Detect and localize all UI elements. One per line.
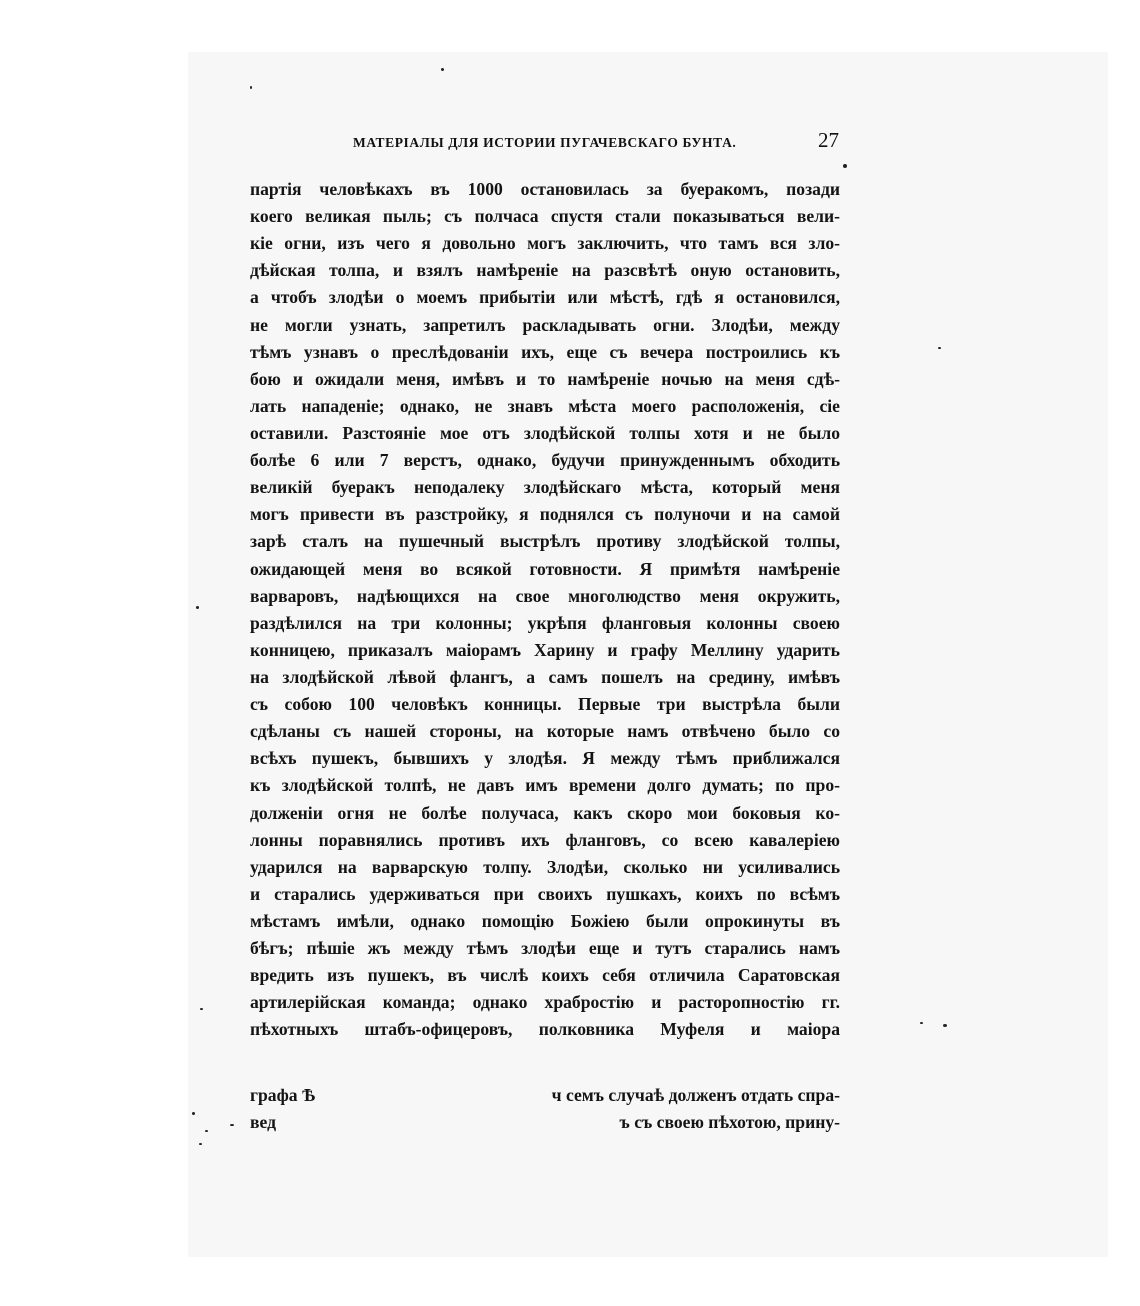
text-line: кіе огни, изъ чего я довольно могъ заключить, что тамъ вся зло-	[250, 233, 840, 254]
damaged-lines	[250, 1082, 840, 1138]
page-number: 27	[818, 128, 839, 152]
damaged-line-2-right: ъ съ своею пѣхотою, прину-	[619, 1112, 840, 1132]
running-title: МАТЕРІАЛЫ ДЛЯ ИСТОРИИ ПУГАЧЕВСКАГО БУНТА.	[353, 135, 737, 150]
text-line: раздѣлился на три колонны; укрѣпя фланговыя колонны своею	[250, 612, 840, 633]
text-line: на злодѣйской лѣвой флангъ, а самъ пошелъ на средину, имѣвъ	[250, 666, 840, 687]
text-line: бѣгъ; пѣшіе жъ между тѣмъ злодѣи еще и тутъ старались намъ	[250, 938, 840, 959]
scan-speck	[920, 1022, 923, 1024]
text-line: оставили. Разстояніе мое отъ злодѣйской толпы хотя и не было	[250, 422, 840, 443]
damaged-line-1-left: графа Ѣ	[250, 1085, 316, 1105]
text-line: могъ привести въ разстройку, я поднялся съ полуночи и на самой	[250, 504, 840, 525]
text-line: мѣстамъ имѣли, однако помощію Божіею были опрокинуты въ	[250, 910, 840, 931]
text-line: артилерійская команда; однако храбростію и расторопностію гг.	[250, 992, 840, 1013]
text-line: зарѣ сталъ на пушечный выстрѣлъ противу злодѣйской толпы,	[250, 531, 840, 552]
text-line: дѣйская толпа, и взялъ намѣреніе на разсвѣтѣ оную остановить,	[250, 260, 840, 281]
page-header	[353, 130, 843, 156]
scan-speck	[943, 1024, 947, 1027]
text-line: партія человѣкахъ въ 1000 остановилась за буеракомъ, позади	[250, 179, 840, 199]
text-line: вредить изъ пушекъ, въ числѣ коихъ себя отличила Саратовская	[250, 965, 840, 986]
text-line: болѣе 6 или 7 верстъ, однако, будучи принужденнымъ обходить	[250, 450, 840, 471]
text-line: великій буеракъ неподалеку злодѣйскаго мѣста, который меня	[250, 477, 840, 498]
scan-speck	[441, 68, 444, 71]
text-line: къ злодѣйской толпѣ, не давъ имъ времени долго думать; по про-	[250, 775, 840, 796]
text-line: лать нападеніе; однако, не знавъ мѣста моего расположенія, сіе	[250, 395, 840, 416]
text-line: всѣхъ пушекъ, бывшихъ у злодѣя. Я между тѣмъ приближался	[250, 748, 840, 769]
text-line: ожидающей меня во всякой готовности. Я примѣтя намѣреніе	[250, 558, 840, 579]
scan-speck	[938, 347, 941, 349]
scan-speck	[200, 1008, 203, 1010]
scan-speck	[199, 1143, 202, 1145]
text-line: варваровъ, надѣющихся на свое многолюдство меня окружить,	[250, 585, 840, 606]
scan-speck	[843, 164, 847, 168]
damaged-line-1-right: ч семъ случаѣ долженъ отдать спра-	[551, 1085, 840, 1105]
body-text	[250, 176, 840, 1044]
text-line: съ собою 100 человѣкъ конницы. Первые три выстрѣла были	[250, 694, 840, 715]
damaged-line-2-left: вед	[250, 1112, 276, 1132]
text-line: лонны поравнялись противъ ихъ фланговъ, со всею кавалеріею	[250, 829, 840, 850]
text-line: тѣмъ узнавъ о преслѣдованіи ихъ, еще съ вечера построились къ	[250, 341, 840, 362]
scan-speck	[250, 86, 252, 89]
scan-speck	[196, 606, 199, 609]
text-line: коего великая пыль; съ полчаса спустя стали показываться вели-	[250, 206, 840, 227]
scan-speck	[230, 1124, 234, 1126]
text-line: сдѣланы съ нашей стороны, на которые намъ отвѣчено было со	[250, 721, 840, 742]
scan-speck	[205, 1130, 208, 1132]
text-line: ударился на варварскую толпу. Злодѣи, сколько ни усиливались	[250, 856, 840, 877]
text-line: а чтобъ злодѣи о моемъ прибытіи или мѣстѣ, гдѣ я остановился,	[250, 287, 840, 308]
text-line: и старались удерживаться при своихъ пушкахъ, коихъ по всѣмъ	[250, 883, 840, 904]
text-line: долженіи огня не болѣе получаса, какъ скоро мои боковыя ко-	[250, 802, 840, 823]
scan-speck	[192, 1112, 195, 1115]
text-line: конницею, приказалъ маіорамъ Харину и графу Меллину ударить	[250, 639, 840, 660]
text-line: не могли узнать, запретилъ раскладывать огни. Злодѣи, между	[250, 314, 840, 335]
text-line: пѣхотныхъ штабъ-офицеровъ, полковника Муфеля и маіора	[250, 1019, 840, 1040]
text-line: бою и ожидали меня, имѣвъ и то намѣреніе ночью на меня сдѣ-	[250, 368, 840, 389]
